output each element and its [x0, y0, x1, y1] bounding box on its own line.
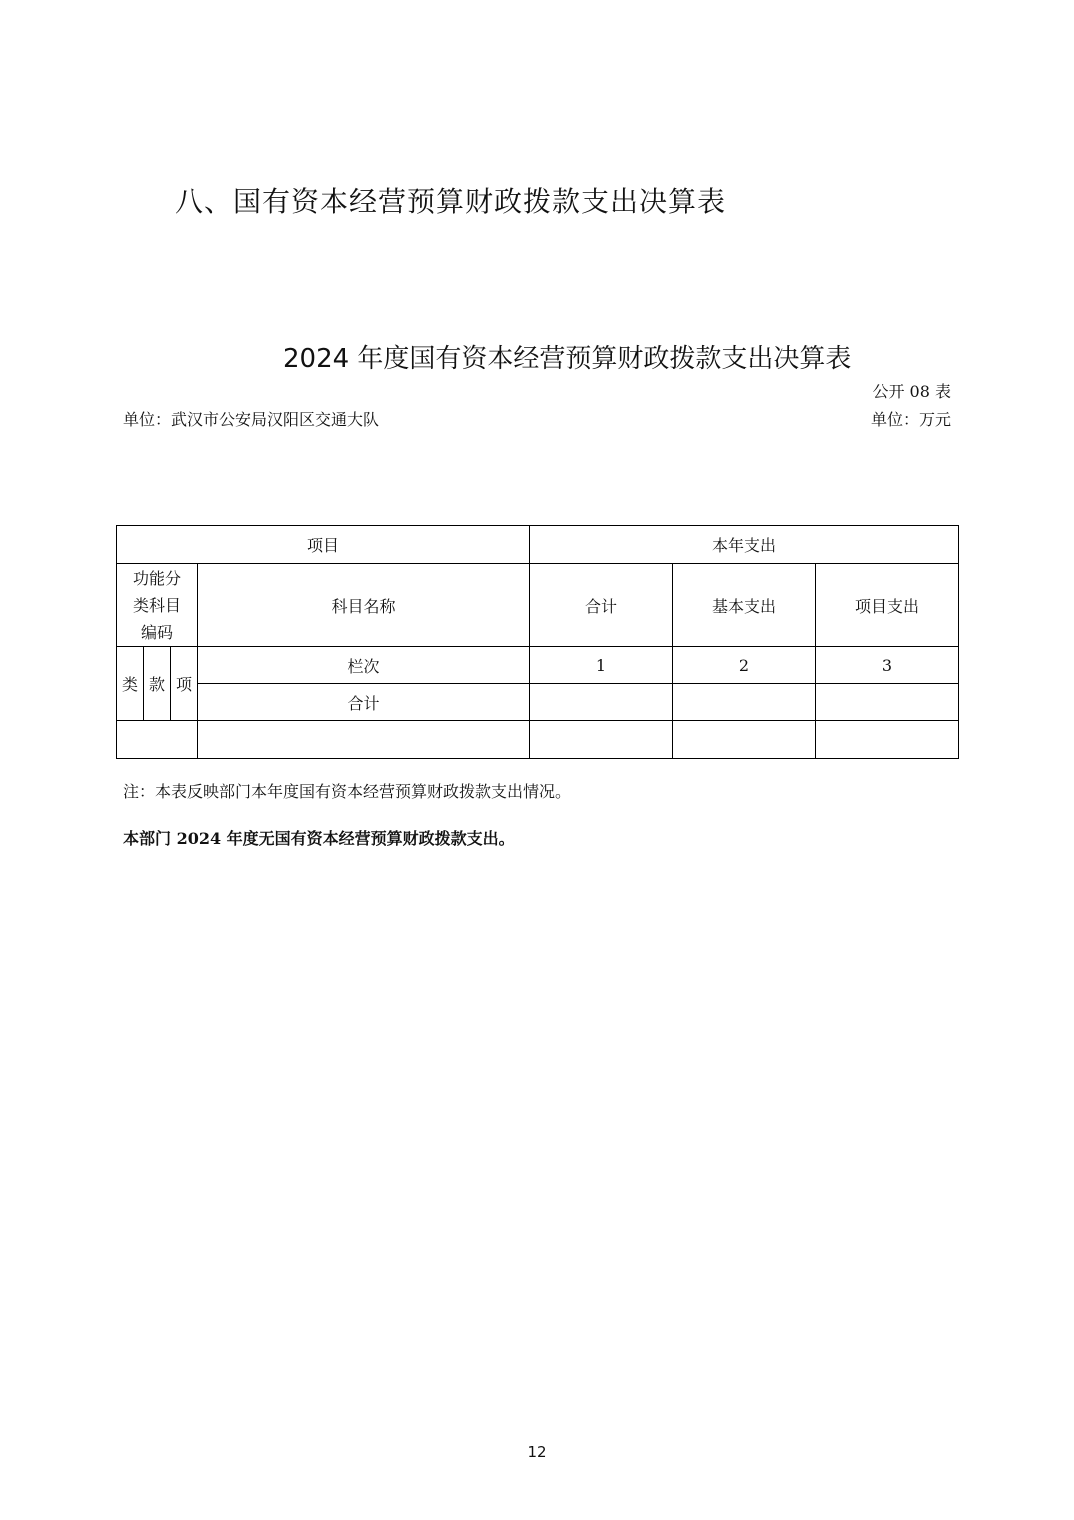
code-section: 款	[144, 647, 171, 721]
total-row	[117, 684, 959, 721]
subject-name-header: 科目名称	[198, 564, 530, 647]
empty-code-cell	[117, 721, 198, 759]
column-number: 3	[816, 647, 959, 684]
budget-table	[116, 525, 959, 759]
project-cell	[816, 684, 959, 721]
col-total-header: 合计	[530, 564, 673, 647]
empty-basic-cell	[673, 721, 816, 759]
empty-total-cell	[530, 721, 673, 759]
section-heading: 八、国有资本经营预算财政拨款支出决算表	[175, 185, 727, 218]
total-row-label: 合计	[198, 684, 530, 721]
statement: 本部门 2024 年度无国有资本经营预算财政拨款支出。	[123, 829, 515, 848]
code-item: 项	[171, 647, 198, 721]
code-label	[117, 564, 198, 647]
page-number: 12	[527, 1443, 547, 1461]
header-expense: 本年支出	[530, 526, 959, 564]
code-class: 类	[117, 647, 144, 721]
table-subheader-row	[117, 564, 959, 647]
empty-row	[117, 721, 959, 759]
code-label-line: 类科目	[132, 595, 181, 615]
empty-project-cell	[816, 721, 959, 759]
column-order-label: 栏次	[198, 647, 530, 684]
col-basic-header: 基本支出	[673, 564, 816, 647]
header-item: 项目	[117, 526, 530, 564]
unit-organization: 单位：武汉市公安局汉阳区交通大队	[123, 410, 380, 429]
total-cell	[530, 684, 673, 721]
table-header-row	[117, 526, 959, 564]
column-order-row	[117, 647, 959, 684]
form-code: 公开 08 表	[872, 382, 951, 401]
basic-cell	[673, 684, 816, 721]
column-number: 2	[673, 647, 816, 684]
table-title: 2024 年度国有资本经营预算财政拨款支出决算表	[283, 344, 852, 374]
table-note: 注：本表反映部门本年度国有资本经营预算财政拨款支出情况。	[123, 782, 572, 801]
unit-currency: 单位：万元	[870, 410, 951, 429]
col-project-header: 项目支出	[816, 564, 959, 647]
code-label-line: 功能分	[132, 568, 181, 588]
code-label-line: 编码	[140, 622, 173, 642]
column-number: 1	[530, 647, 673, 684]
empty-name-cell	[198, 721, 530, 759]
